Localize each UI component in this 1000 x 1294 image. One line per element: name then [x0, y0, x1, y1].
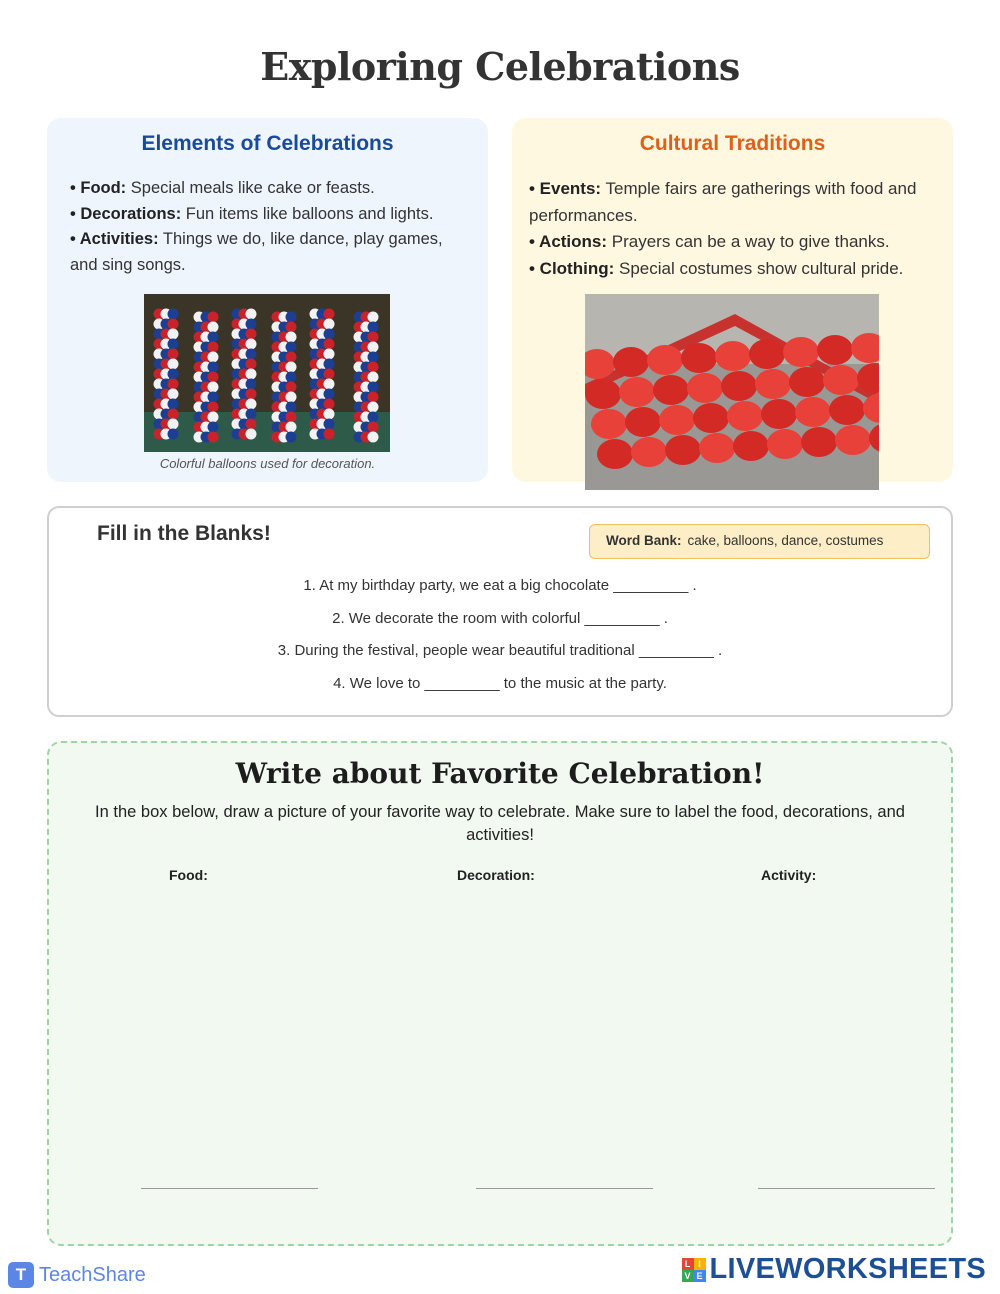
list-item-label: • Actions: — [529, 232, 608, 251]
activity-label: Activity: — [761, 867, 817, 883]
elements-card — [47, 118, 488, 482]
liveworksheets-icon — [682, 1258, 706, 1282]
word-bank-words: cake, balloons, dance, costumes — [687, 533, 884, 548]
list-item — [529, 229, 949, 256]
lw-icon-letter: V — [682, 1270, 694, 1282]
list-item — [70, 202, 470, 228]
list-item-label: • Clothing: — [529, 258, 615, 278]
list-item — [70, 227, 470, 278]
list-item-text: Special costumes show cultural pride. — [614, 258, 904, 278]
word-bank-label: Word Bank: — [606, 533, 682, 548]
teachshare-icon: T — [8, 1262, 34, 1288]
balloon-columns-image — [144, 294, 390, 452]
teachshare-text: TeachShare — [39, 1263, 146, 1286]
list-item-label: • Decorations: — [70, 204, 182, 223]
lanterns-photo — [585, 294, 879, 490]
list-item-label: • Activities: — [70, 230, 159, 248]
traditions-card — [512, 118, 953, 482]
food-answer-line[interactable] — [141, 1188, 318, 1189]
list-item-label: • Food: — [70, 179, 127, 197]
list-item — [529, 256, 949, 283]
list-item — [529, 176, 949, 229]
elements-card-title: Elements of Celebrations — [141, 132, 394, 155]
page-title: Exploring Celebrations — [260, 44, 740, 89]
word-bank — [589, 524, 930, 559]
teachshare-logo[interactable] — [8, 1261, 146, 1289]
traditions-list — [529, 176, 949, 282]
balloons-caption: Colorful balloons used for decoration. — [159, 456, 376, 471]
decoration-label: Decoration: — [457, 867, 535, 883]
write-instructions: In the box below, draw a picture of your favorite way to celebrate. Make sure to label the food, decorations, and activities! — [95, 803, 905, 844]
liveworksheets-text: LIVEWORKSHEETS — [709, 1253, 986, 1285]
list-item-text: Temple fairs are gatherings with food and performances. — [529, 179, 917, 225]
write-section — [47, 741, 953, 1246]
list-item-label: • Events: — [529, 179, 602, 198]
blank-sentence-2[interactable]: 2. We decorate the room with colorful _________ . — [332, 610, 668, 627]
blank-sentence-1[interactable]: 1. At my birthday party, we eat a big chocolate _________ . — [303, 577, 697, 594]
food-label: Food: — [169, 867, 208, 883]
list-item — [70, 176, 470, 202]
list-item-text: Special meals like cake or feasts. — [126, 179, 375, 197]
lw-icon-letter: I — [694, 1258, 706, 1270]
fill-blanks-title: Fill in the Blanks! — [97, 522, 271, 545]
balloons-photo — [144, 294, 390, 452]
blank-sentence-3[interactable]: 3. During the festival, people wear beautiful traditional _________ . — [277, 642, 723, 659]
blank-sentence-4[interactable]: 4. We love to _________ to the music at the party. — [333, 675, 667, 692]
liveworksheets-logo[interactable] — [682, 1253, 987, 1286]
write-section-title: Write about Favorite Celebration! — [235, 757, 765, 790]
list-item-text: Fun items like balloons and lights. — [181, 204, 434, 223]
traditions-card-title: Cultural Traditions — [639, 132, 826, 155]
list-item-text: Prayers can be a way to give thanks. — [607, 232, 890, 251]
lw-icon-letter: E — [694, 1270, 706, 1282]
list-item-text: Things we do, like dance, play games, and sing songs. — [70, 230, 443, 274]
decoration-answer-line[interactable] — [476, 1188, 653, 1189]
activity-answer-line[interactable] — [758, 1188, 935, 1189]
red-lanterns-image — [585, 294, 879, 490]
lw-icon-letter: L — [682, 1258, 694, 1270]
fill-blanks-section — [47, 506, 953, 717]
elements-list — [70, 176, 470, 278]
